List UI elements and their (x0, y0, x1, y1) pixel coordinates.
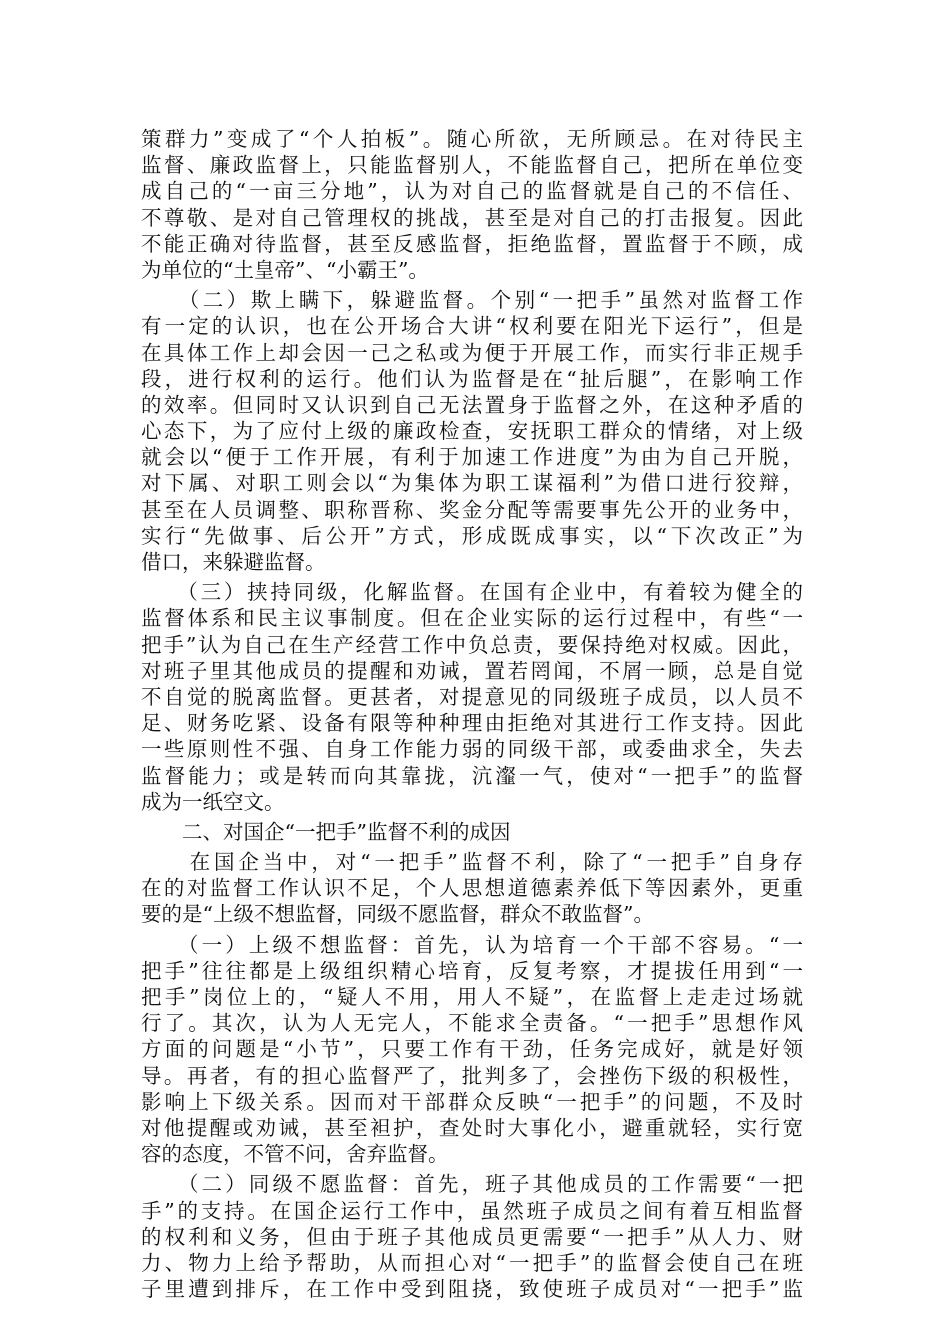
text-line: 在国企当中，对“一把手”监督不利，除了“一把手”自身存 (141, 850, 803, 875)
text-line: 不自觉的脱离监督。更甚者，对提意见的同级班子成员，以人员不 (141, 684, 803, 709)
text-line: 就会以“便于工作开展，有利于加速工作进度”为由为自己开脱， (141, 445, 803, 470)
text-line: 监督、廉政监督上，只能监督别人，不能监督自己，把所在单位变 (141, 153, 803, 178)
text-line: 的效率。但同时又认识到自己无法置身于监督之外，在这种矛盾的 (141, 392, 803, 417)
text-line: （一）上级不想监督：首先，认为培育一个干部不容易。“一 (141, 932, 803, 957)
text-line: 有一定的认识，也在公开场合大讲“权利要在阳光下运行”，但是 (141, 314, 803, 339)
text-line: 对他提醒或劝诫，甚至袒护，查处时大事化小，避重就轻，实行宽 (141, 1115, 803, 1140)
text-line: 甚至在人员调整、职称晋称、奖金分配等需要事先公开的业务中， (141, 497, 803, 522)
text-line: 心态下，为了应付上级的廉政检查，安抚职工群众的情绪，对上级 (141, 419, 803, 444)
text-line: （二）同级不愿监督：首先，班子其他成员的工作需要“一把 (141, 1172, 803, 1197)
text-line: 成为一纸空文。 (141, 789, 285, 814)
text-line: 容的态度，不管不问，舍弃监督。 (141, 1142, 449, 1167)
text-line: 在的对监督工作认识不足，个人思想道德素养低下等因素外，更重 (141, 876, 803, 901)
text-line: 为单位的“土皇帝”、“小霸王”。 (141, 257, 429, 282)
text-line: 导。再者，有的担心监督严了，批判多了，会挫伤下级的积极性， (141, 1063, 803, 1088)
text-line: 不能正确对待监督，甚至反感监督，拒绝监督，置监督于不顾，成 (141, 231, 803, 256)
text-line: 对下属、对职工则会以“为集体为职工谋福利”为借口进行狡辩， (141, 471, 803, 496)
text-line: 影响上下级关系。因而对干部群众反映“一把手”的问题，不及时 (141, 1089, 803, 1114)
document-page (141, 126, 803, 1302)
text-line: 不尊敬、是对自己管理权的挑战，甚至是对自己的打击报复。因此 (141, 205, 803, 230)
text-line: 力、物力上给予帮助，从而担心对“一把手”的监督会使自己在班 (141, 1250, 803, 1275)
text-line: 要的是“上级不想监督，同级不愿监督，群众不敢监督”。 (141, 902, 654, 927)
text-line: 实行“先做事、后公开”方式，形成既成事实，以“下次改正”为 (141, 523, 803, 548)
text-line: 子里遭到排斥，在工作中受到阻挠，致使班子成员对“一把手”监 (141, 1277, 803, 1302)
text-line: 的权利和义务，但由于班子其他成员更需要“一把手”从人力、财 (141, 1224, 803, 1249)
text-line: 借口，来躲避监督。 (141, 550, 326, 574)
text-line: 对班子里其他成员的提醒和劝诫，置若罔闻，不屑一顾，总是自觉 (141, 658, 803, 683)
text-line: 监督能力；或是转而向其靠拢，沆瀣一气，使对“一把手”的监督 (141, 763, 803, 788)
text-line: 方面的问题是“小节”，只要工作有干劲，任务完成好，就是好领 (141, 1037, 803, 1062)
text-line: 一些原则性不强、自身工作能力弱的同级干部，或委曲求全，失去 (141, 737, 803, 762)
text-line: 手”的支持。在国企运行工作中，虽然班子成员之间有着互相监督 (141, 1198, 803, 1223)
text-line: （三）挟持同级，化解监督。在国有企业中，有着较为健全的 (141, 580, 803, 605)
text-line: 段，进行权利的运行。他们认为监督是在“扯后腿”，在影响工作 (141, 366, 803, 391)
text-line: 策群力”变成了“个人拍板”。随心所欲，无所顾忌。在对待民主 (141, 127, 803, 151)
text-line: （二）欺上瞒下，躲避监督。个别“一把手”虽然对监督工作 (141, 288, 803, 313)
text-line: 把手”认为自己在生产经营工作中负总责，要保持绝对权威。因此， (141, 632, 803, 657)
text-line: 成自己的“一亩三分地”，认为对自己的监督就是自己的不信任、 (141, 179, 803, 204)
text-line: 监督体系和民主议事制度。但在企业实际的运行过程中，有些“一 (141, 606, 803, 631)
text-line: 把手”岗位上的，“疑人不用，用人不疑”，在监督上走走过场就 (141, 985, 803, 1009)
text-line: 二、对国企“一把手”监督不利的成因 (141, 819, 511, 844)
text-line: 行了。其次，认为人无完人，不能求全责备。“一把手”思想作风 (141, 1011, 803, 1036)
text-line: 把手”往往都是上级组织精心培育，反复考察，才提拔任用到“一 (141, 958, 803, 983)
text-line: 在具体工作上却会因一己之私或为便于开展工作，而实行非正规手 (141, 340, 803, 365)
text-line: 足、财务吃紧、设备有限等种种理由拒绝对其进行工作支持。因此 (141, 711, 803, 736)
